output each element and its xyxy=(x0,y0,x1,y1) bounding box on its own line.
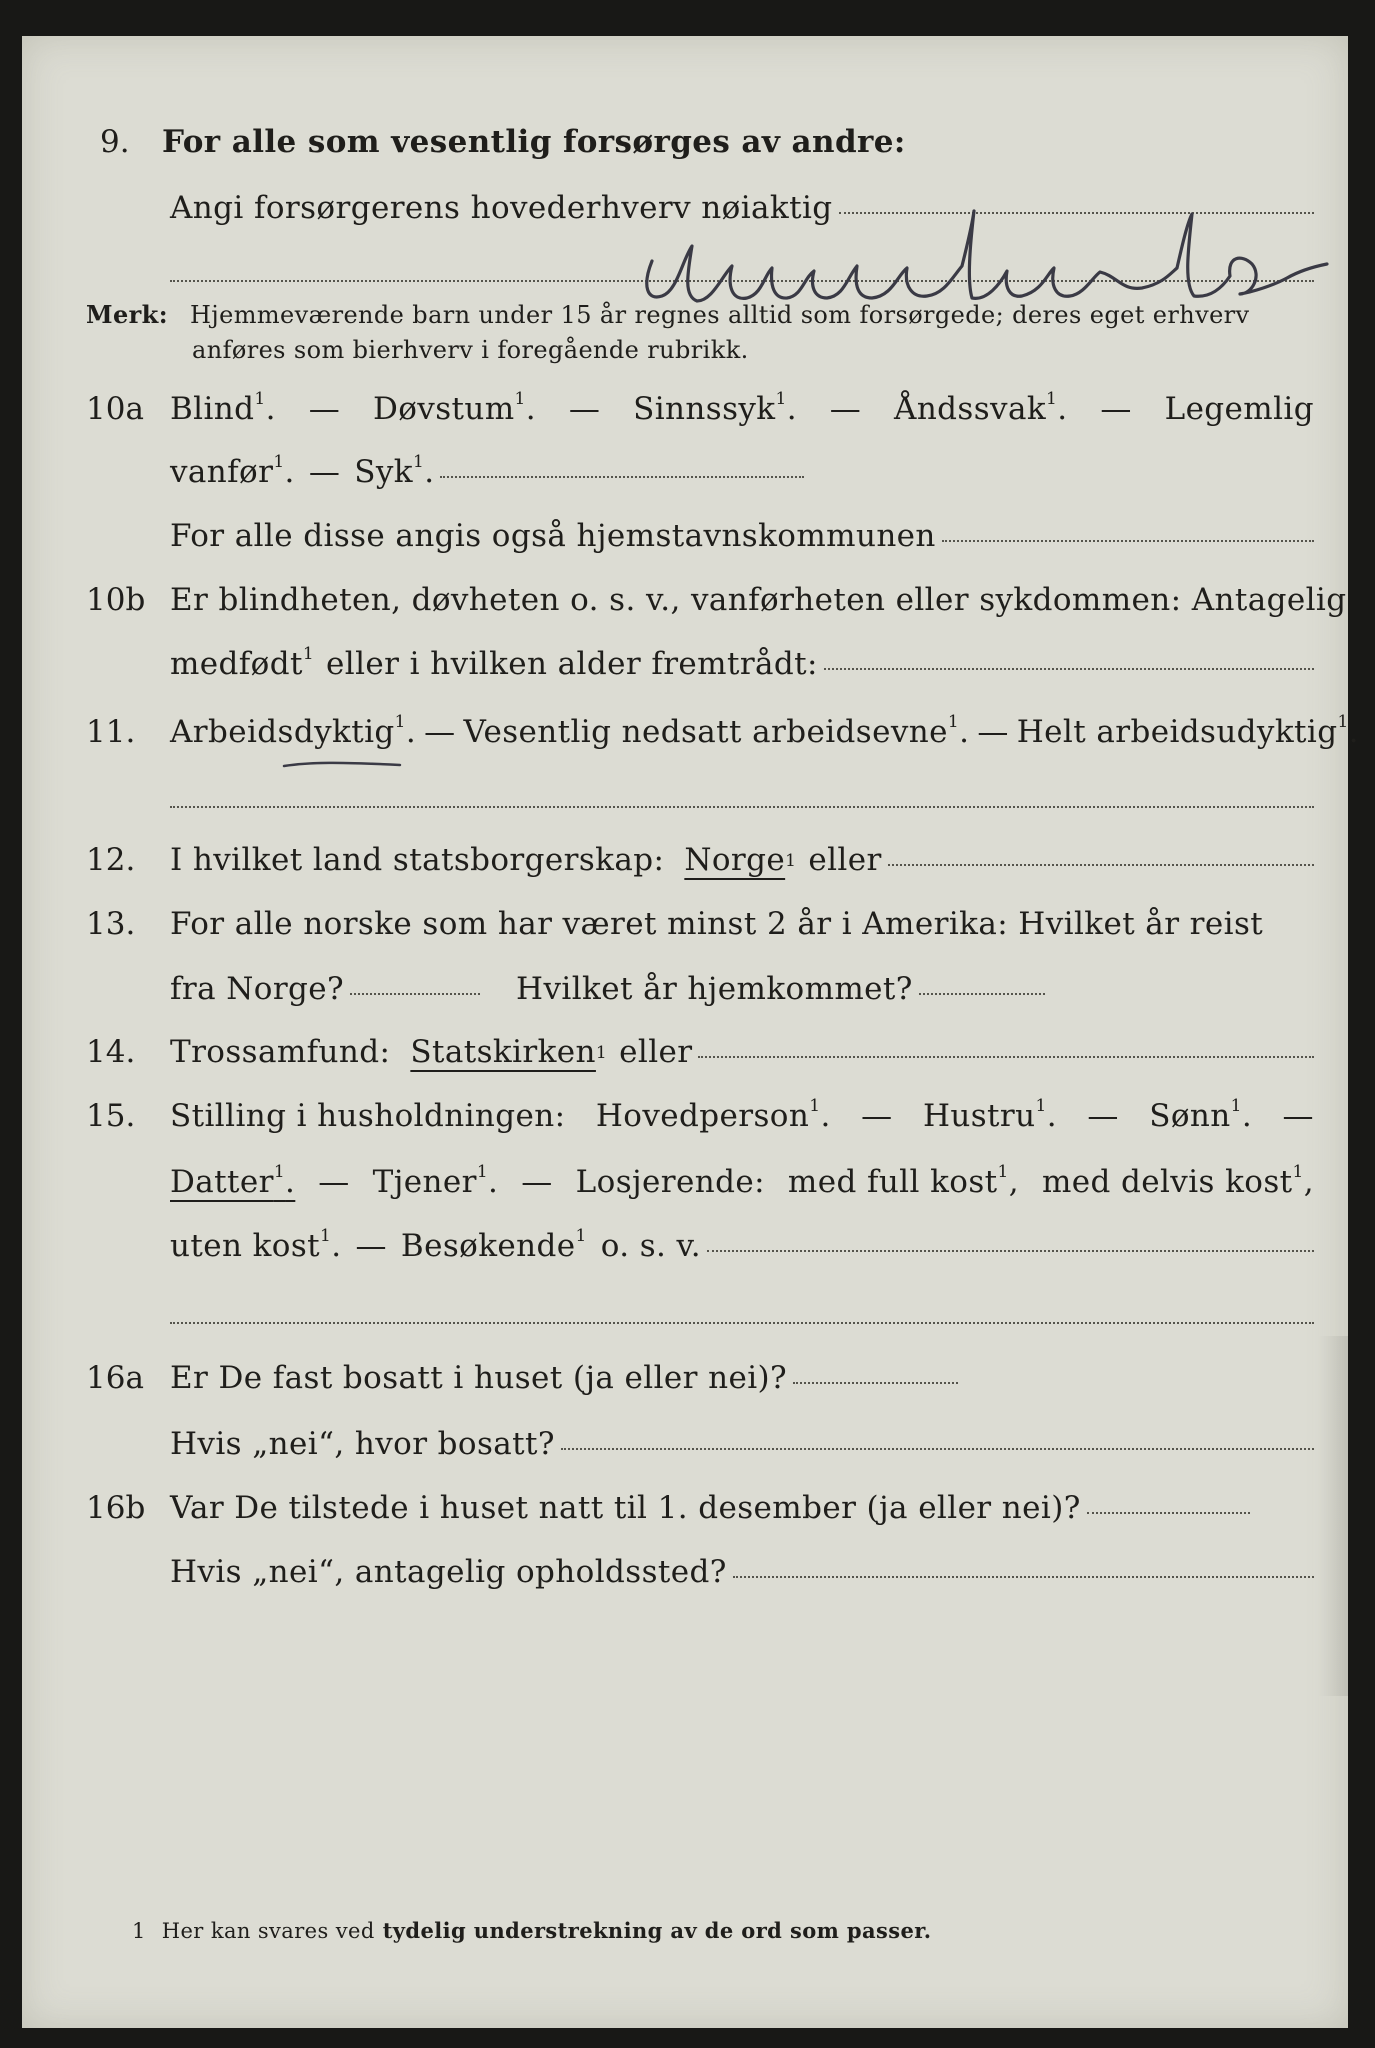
q9-number: 9. xyxy=(100,124,130,160)
q15-answer-field-2[interactable] xyxy=(170,1322,1314,1324)
merk-line2: anføres som bierhverv i foregående rubrikk. xyxy=(192,336,749,364)
q13-hjemkommet-field[interactable] xyxy=(919,993,1045,995)
q12-number: 12. xyxy=(86,842,136,878)
q12-answer-field[interactable] xyxy=(888,864,1314,866)
census-form-page xyxy=(22,36,1359,2028)
opt-blind: Blind$^1$. xyxy=(170,388,276,427)
merk-label: Merk: xyxy=(86,300,168,329)
q10b-line2 xyxy=(170,643,1314,682)
opt-syk: Syk$^1$. xyxy=(354,451,435,490)
q12-text: I hvilket land statsborgerskap: xyxy=(170,842,665,878)
q14-line: Trossamfund: Statskirken $^1$ eller xyxy=(170,1034,1314,1070)
dash: — xyxy=(355,1228,387,1264)
opt-uten-kost: uten kost$^1$. xyxy=(170,1225,342,1264)
q10a-number: 10a xyxy=(86,391,144,427)
q13-reist-field[interactable] xyxy=(350,993,480,995)
footnote-mark: 1 xyxy=(132,1919,146,1943)
opt-hovedperson: Hovedperson$^1$. xyxy=(595,1095,831,1134)
opt-hustru: Hustru$^1$. xyxy=(922,1095,1057,1134)
q15-line3 xyxy=(170,1225,1314,1264)
q11-answer-field[interactable] xyxy=(170,806,1314,808)
dash: — xyxy=(568,391,601,427)
q15-osv: o. s. v. xyxy=(600,1228,702,1264)
handwritten-underline-mark xyxy=(280,758,410,772)
q16a-line2 xyxy=(170,1426,1314,1462)
opt-statskirken: Statskirken xyxy=(410,1034,596,1070)
q15-number: 15. xyxy=(86,1098,136,1134)
opt-delvis-kost: med delvis kost$^1$, xyxy=(1041,1161,1314,1200)
opt-vesentlig-nedsatt: Vesentlig nedsatt arbeidsevne$^1$. xyxy=(463,711,970,750)
opt-andssvak: Åndssvak$^1$. xyxy=(894,388,1068,427)
q15-answer-field[interactable] xyxy=(707,1250,1314,1252)
dash: — xyxy=(861,1098,893,1134)
merk-row xyxy=(86,300,1250,329)
dash: — xyxy=(424,714,456,750)
footnote-text-bold: tydelig understrekning av de ord som passer. xyxy=(382,1918,932,1943)
q12-eller: eller xyxy=(808,842,882,878)
q16a-answer-field[interactable] xyxy=(793,1382,958,1384)
q16b-line2 xyxy=(170,1554,1314,1590)
opt-medfodt: medfødt$^1$ xyxy=(170,643,315,682)
q15-line2 xyxy=(170,1161,1314,1200)
opt-datter: Datter$^1$. xyxy=(170,1161,296,1200)
dash: — xyxy=(1087,1098,1119,1134)
opt-sinnssyk: Sinnssyk$^1$. xyxy=(633,388,797,427)
q16a-followup: Hvis „nei“, hvor bosatt? xyxy=(170,1426,555,1462)
q9-line1: For alle som vesentlig forsørges av andre: xyxy=(162,124,906,160)
q13-hjemkommet-label: Hvilket år hjemkommet? xyxy=(516,971,913,1007)
q16b-opholdssted-field[interactable] xyxy=(733,1576,1314,1578)
q16b-answer-field[interactable] xyxy=(1087,1512,1250,1514)
q10a-line1 xyxy=(170,388,1314,427)
q16b-number: 16b xyxy=(86,1490,146,1526)
q16b-line1 xyxy=(170,1490,1250,1526)
q16b-followup: Hvis „nei“, antagelig opholdssted? xyxy=(170,1554,727,1590)
q10a-syk-field[interactable] xyxy=(440,476,804,478)
opt-norge: Norge xyxy=(684,842,786,878)
opt-besokende: Besøkende$^1$ xyxy=(400,1225,587,1264)
dash: — xyxy=(829,391,862,427)
opt-legemlig: Legemlig xyxy=(1164,391,1314,427)
q10a-line2 xyxy=(170,451,804,490)
q15-line1 xyxy=(170,1095,1314,1134)
merk-line1: Hjemmeværende barn under 15 år regnes alltid som forsørgede; deres eget erhverv xyxy=(189,301,1250,329)
q10a-line3 xyxy=(170,518,1314,554)
q14-text: Trossamfund: xyxy=(170,1034,391,1070)
q16a-line1 xyxy=(170,1360,958,1396)
dash: — xyxy=(308,391,341,427)
opt-losjerende: Losjerende: xyxy=(575,1164,765,1200)
dash: — xyxy=(1100,391,1132,427)
q10b-line2-text: eller i hvilken alder fremtrådt: xyxy=(326,646,818,682)
q16a-number: 16a xyxy=(86,1360,144,1396)
q12-line: I hvilket land statsborgerskap: Norge $^1$ eller xyxy=(170,842,1314,878)
footnote xyxy=(132,1918,931,1943)
opt-dovstum: Døvstum$^1$. xyxy=(372,388,537,427)
dash: — xyxy=(308,454,341,490)
q13-line1: For alle norske som har været minst 2 år i Amerika: Hvilket år reist xyxy=(170,906,1264,942)
dash: — xyxy=(318,1164,350,1200)
q13-line2 xyxy=(170,971,1045,1007)
q16b-question: Var De tilstede i huset natt til 1. desember (ja eller nei)? xyxy=(170,1490,1081,1526)
q14-eller: eller xyxy=(619,1034,693,1070)
q13-number: 13. xyxy=(86,906,136,942)
q11-line xyxy=(170,711,1359,750)
opt-tjener: Tjener$^1$. xyxy=(372,1161,499,1200)
opt-sonn: Sønn$^1$. xyxy=(1149,1095,1253,1134)
q9-line2-text: Angi forsørgerens hovederhverv nøiaktig xyxy=(170,190,833,226)
dash: — xyxy=(521,1164,553,1200)
q10a-hjemstavn-field[interactable] xyxy=(942,540,1314,542)
q10a-line3-text: For alle disse angis også hjemstavnskommunen xyxy=(170,518,936,554)
q11-number: 11. xyxy=(86,714,136,750)
opt-helt-arbeidsudyktig: Helt arbeidsudyktig$^1$. xyxy=(1016,711,1359,750)
opt-arbeidsdyktig: Arbeidsdyktig$^1$. xyxy=(170,711,417,750)
q10b-number: 10b xyxy=(86,582,146,618)
q10b-line1: Er blindheten, døvheten o. s. v., vanførheten eller sykdommen: Antagelig xyxy=(170,582,1347,618)
q16a-bosatt-field[interactable] xyxy=(561,1448,1314,1450)
q16a-question: Er De fast bosatt i huset (ja eller nei)? xyxy=(170,1360,788,1396)
q15-label: Stilling i husholdningen: xyxy=(170,1098,566,1134)
q10b-alder-field[interactable] xyxy=(824,668,1314,670)
opt-full-kost: med full kost$^1$, xyxy=(787,1161,1019,1200)
opt-vanfor: vanfør$^1$. xyxy=(170,451,295,490)
q14-answer-field[interactable] xyxy=(698,1056,1314,1058)
q13-reist-label: fra Norge? xyxy=(170,971,345,1007)
footnote-text: Her kan svares ved xyxy=(161,1919,375,1943)
q14-number: 14. xyxy=(86,1034,136,1070)
dash: — xyxy=(1282,1098,1314,1134)
dash: — xyxy=(977,714,1009,750)
